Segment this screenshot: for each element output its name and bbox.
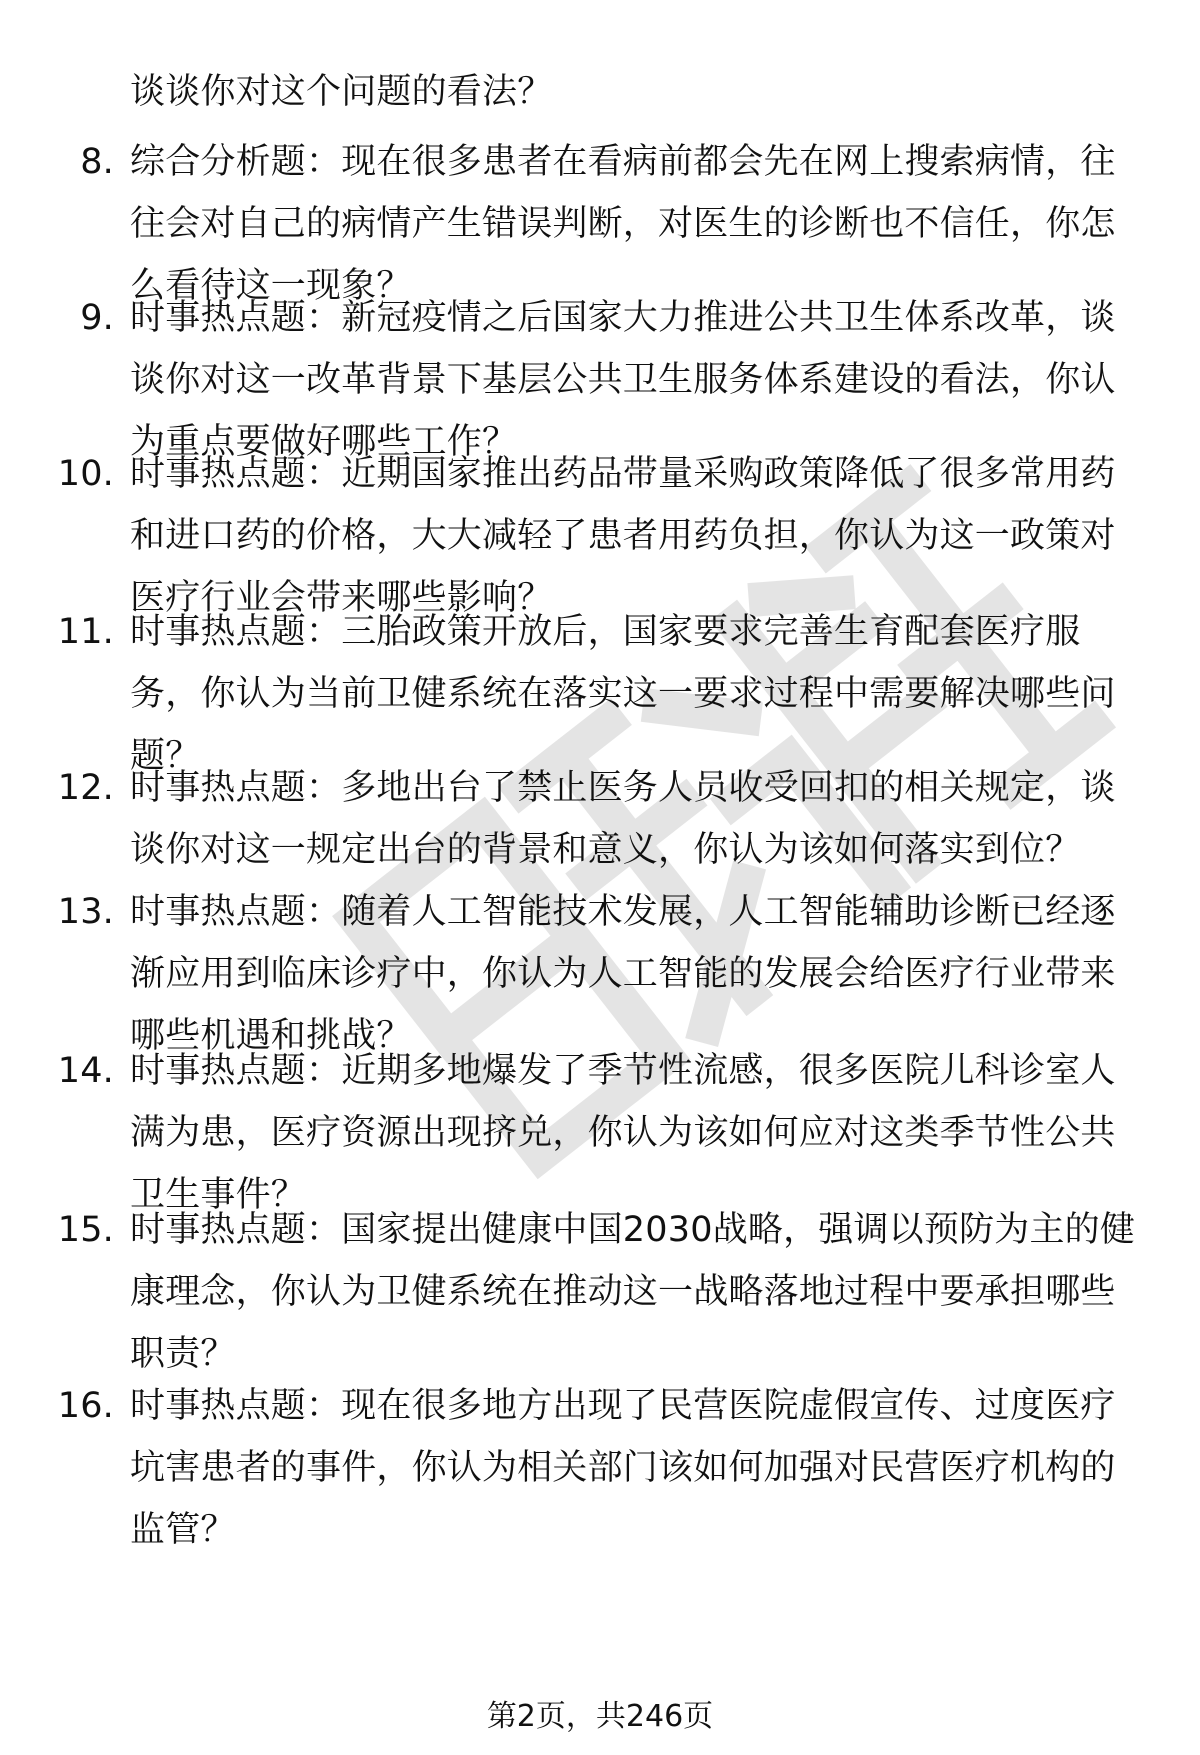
question-text: 时事热点题：国家提出健康中国2030战略，强调以预防为主的健康理念，你认为卫健系统在推动这一战略落地过程中要承担哪些职责？	[130, 1210, 1136, 1374]
question-text: 时事热点题：近期多地爆发了季节性流感，很多医院儿科诊室人满为患，医疗资源出现挤兑，你认为该如何应对这类季节性公共卫生事件？	[130, 1051, 1116, 1215]
question-number: 11.	[57, 612, 114, 652]
question-number: 10.	[57, 454, 114, 494]
question-text: 时事热点题：多地出台了禁止医务人员收受回扣的相关规定，谈谈你对这一规定出台的背景和意义，你认为该如何落实到位？	[130, 768, 1116, 870]
question-item	[0, 1375, 1200, 1565]
question-number: 12.	[57, 768, 114, 808]
question-text: 时事热点题：新冠疫情之后国家大力推进公共卫生体系改革，谈谈你对这一改革背景下基层公共卫生服务体系建设的看法，你认为重点要做好哪些工作？	[130, 298, 1116, 462]
question-text: 时事热点题：现在很多地方出现了民营医院虚假宣传、过度医疗坑害患者的事件，你认为相关部门该如何加强对民营医疗机构的监管？	[130, 1386, 1116, 1550]
question-text: 时事热点题：近期国家推出药品带量采购政策降低了很多常用药和进口药的价格，大大减轻了患者用药负担，你认为这一政策对医疗行业会带来哪些影响？	[130, 454, 1116, 618]
question-number: 8.	[80, 142, 114, 182]
page-number-footer: 第2页，共246页	[486, 1699, 714, 1734]
question-number: 16.	[57, 1386, 114, 1426]
question-number: 14.	[57, 1051, 114, 1091]
previous-question-continuation: 谈谈你对这个问题的看法？	[130, 72, 553, 112]
question-item	[0, 1199, 1200, 1389]
question-number: 13.	[57, 892, 114, 932]
question-item	[0, 757, 1200, 887]
question-number: 9.	[80, 298, 114, 338]
question-number: 15.	[57, 1210, 114, 1250]
question-text: 时事热点题：随着人工智能技术发展，人工智能辅助诊断已经逐渐应用到临床诊疗中，你认为人工智能的发展会给医疗行业带来哪些机遇和挑战？	[130, 892, 1116, 1056]
question-text: 综合分析题：现在很多患者在看病前都会先在网上搜索病情，往往会对自己的病情产生错误判断，对医生的诊断也不信任，你怎么看待这一现象？	[130, 142, 1116, 306]
question-text: 时事热点题：三胎政策开放后，国家要求完善生育配套医疗服务，你认为当前卫健系统在落实这一要求过程中需要解决哪些问题？	[130, 612, 1116, 776]
